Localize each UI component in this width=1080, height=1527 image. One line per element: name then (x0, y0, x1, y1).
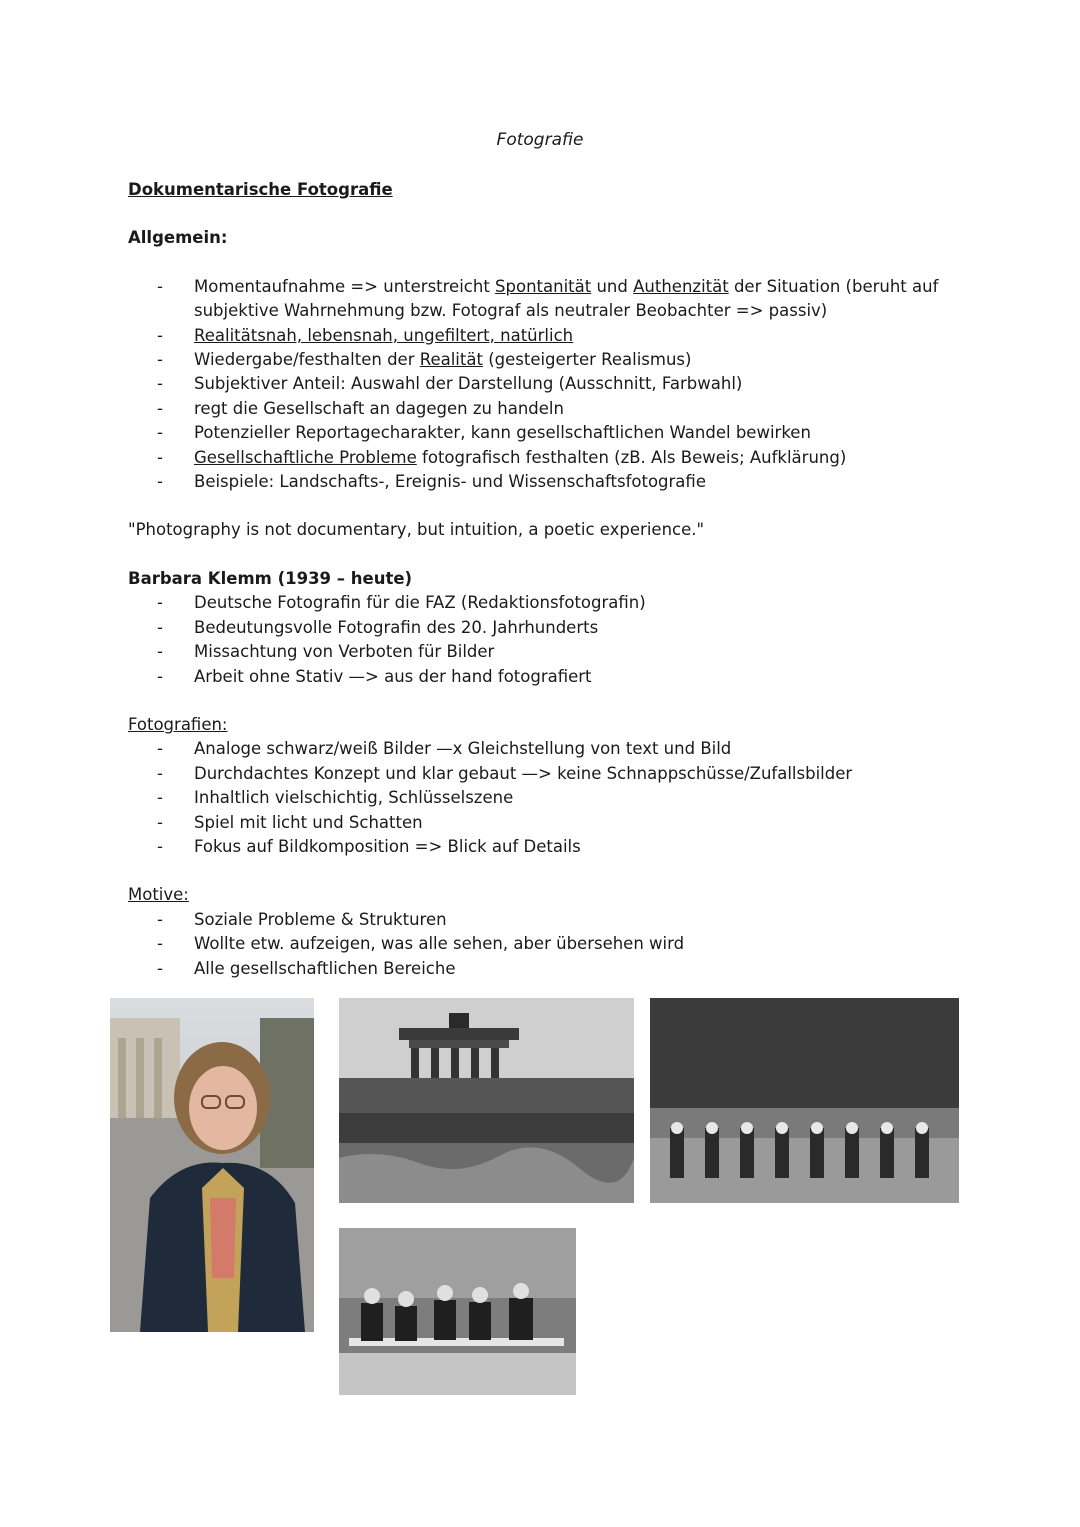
list-item: - regt die Gesellschaft an dagegen zu handeln (128, 397, 948, 421)
quote: "Photography is not documentary, but intuition, a poetic experience." (128, 520, 705, 540)
list-item: - Wollte etw. aufzeigen, was alle sehen, aber übersehen wird (128, 932, 948, 956)
list-item: - Beispiele: Landschafts-, Ereignis- und Wissenschaftsfotografie (128, 470, 948, 494)
list-item: - Arbeit ohne Stativ —> aus der hand fotografiert (128, 665, 948, 689)
allgemein-list (128, 275, 948, 495)
list-item: - Momentaufnahme => unterstreicht Spontanität und Authenzität der Situation (beruht auf subjektive Wahrnehmung bzw. Fotograf als neutraler Beobachter => passiv) (128, 275, 948, 324)
section-title-barbara-klemm: Barbara Klemm (1939 – heute) (128, 568, 413, 588)
list-item: - Spiel mit licht und Schatten (128, 811, 948, 835)
list-item: - Deutsche Fotografin für die FAZ (Redaktionsfotografin) (128, 591, 948, 615)
bench-people-photo (339, 1228, 576, 1395)
subheading-allgemein: Allgemein: (128, 228, 228, 248)
document-title: Fotografie (496, 130, 584, 150)
list-item: - Inhaltlich vielschichtig, Schlüsselszene (128, 786, 948, 810)
motive-list (128, 908, 948, 981)
document-body (128, 178, 948, 981)
barbara-klemm-list (128, 591, 948, 689)
list-item: - Fokus auf Bildkomposition => Blick auf Details (128, 835, 948, 859)
list-item: - Gesellschaftliche Probleme fotografisch festhalten (zB. Als Beweis; Aufklärung) (128, 446, 948, 470)
section-title-dokumentarische-fotografie: Dokumentarische Fotografie (128, 180, 393, 199)
list-item: - Bedeutungsvolle Fotografin des 20. Jahrhunderts (128, 616, 948, 640)
police-crowd-photo (650, 998, 959, 1203)
list-item: - Missachtung von Verboten für Bilder (128, 640, 948, 664)
list-item: - Subjektiver Anteil: Auswahl der Darstellung (Ausschnitt, Farbwahl) (128, 372, 948, 396)
section-title-motive: Motive: (128, 885, 189, 905)
brandenburg-gate-photo (339, 998, 634, 1203)
list-item: - Soziale Probleme & Strukturen (128, 908, 948, 932)
list-item: - Realitätsnah, lebensnah, ungefiltert, natürlich (128, 324, 948, 348)
section-title-fotografien: Fotografien: (128, 714, 228, 734)
list-item: - Analoge schwarz/weiß Bilder —x Gleichstellung von text und Bild (128, 737, 948, 761)
list-item: - Durchdachtes Konzept und klar gebaut —> keine Schnappschüsse/Zufallsbilder (128, 762, 948, 786)
list-item: - Potenzieller Reportagecharakter, kann gesellschaftlichen Wandel bewirken (128, 421, 948, 445)
portrait-photo (110, 998, 314, 1332)
list-item: - Alle gesellschaftlichen Bereiche (128, 957, 948, 981)
list-item: - Wiedergabe/festhalten der Realität (gesteigerter Realismus) (128, 348, 948, 372)
fotografien-list (128, 737, 948, 859)
